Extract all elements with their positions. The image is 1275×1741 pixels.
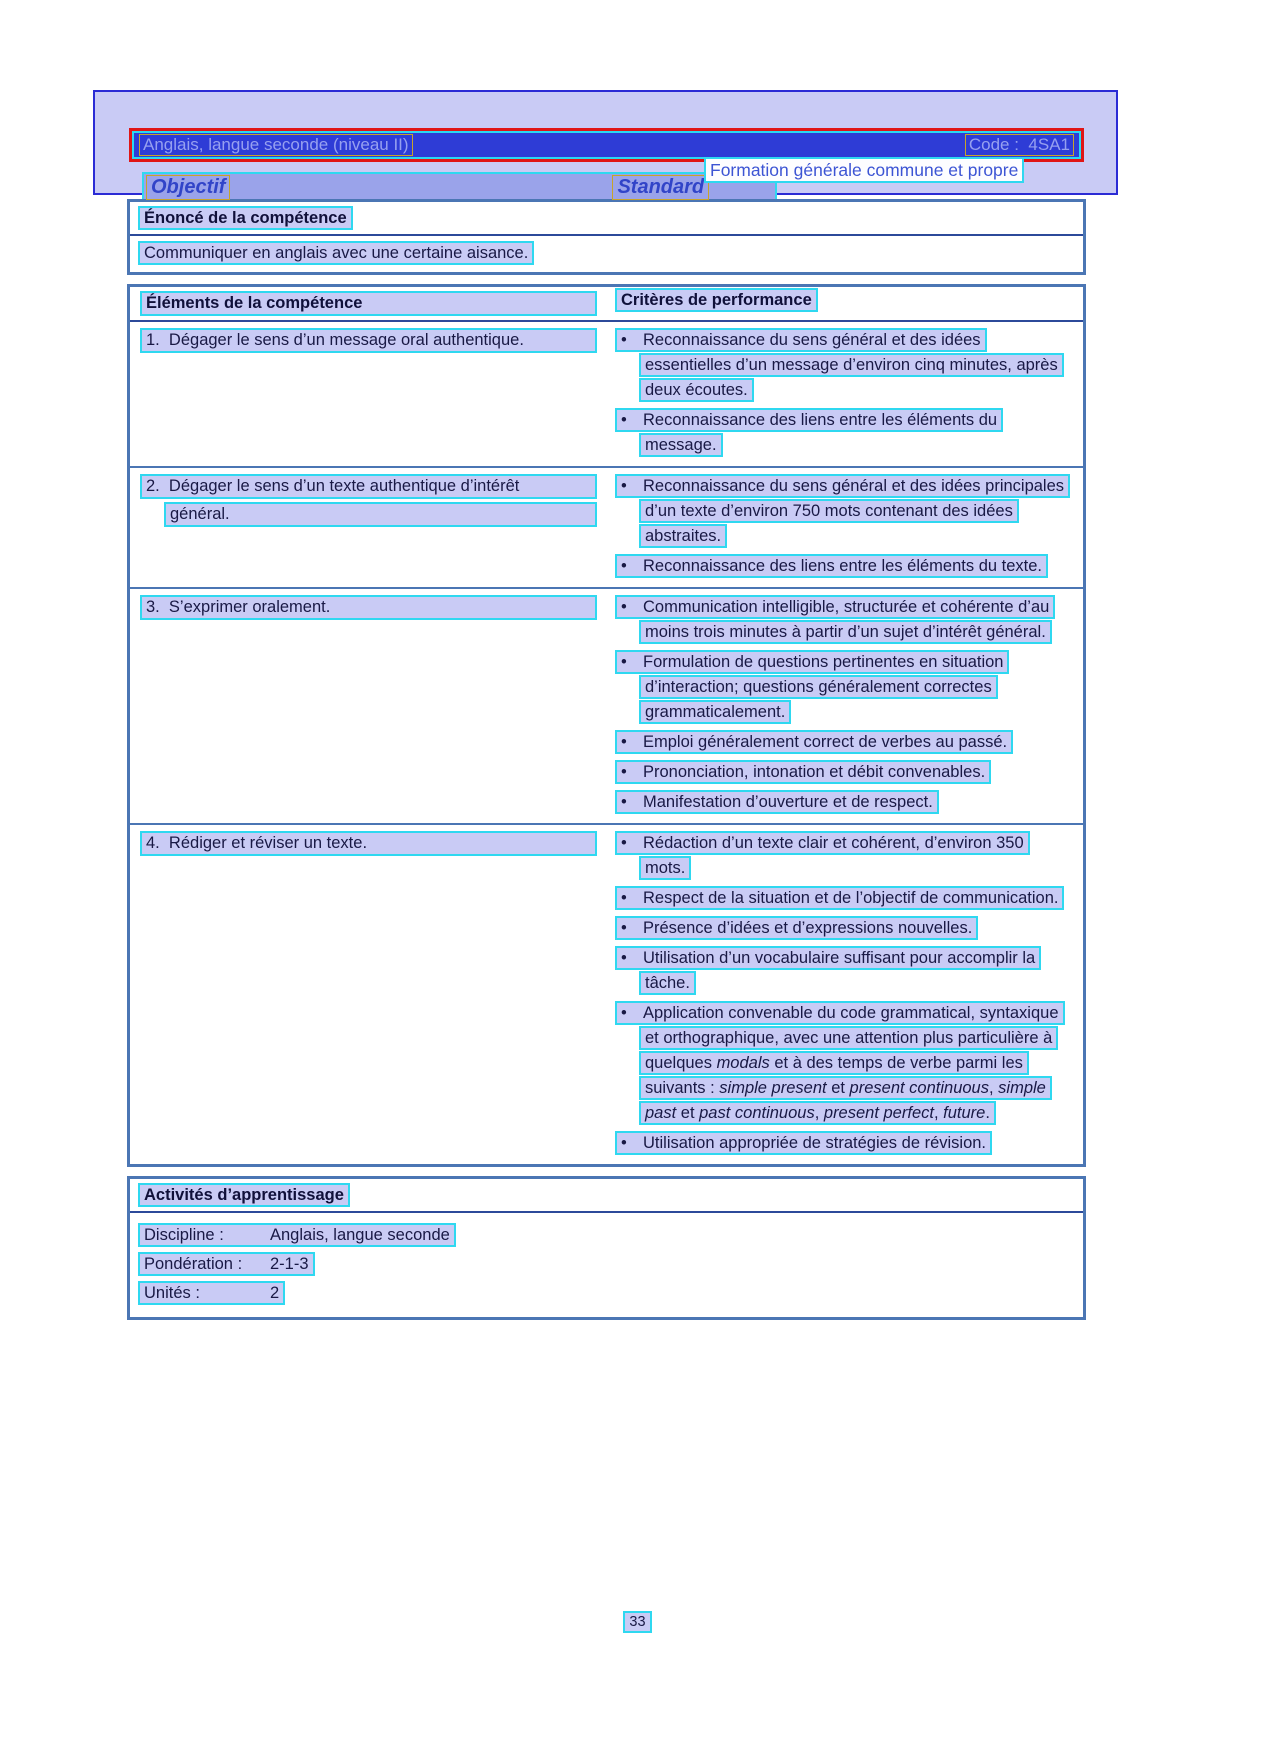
- element-text: 4. Rédiger et réviser un texte.: [140, 831, 597, 856]
- criterion: [615, 886, 1071, 911]
- course-code: Code : 4SA1: [965, 134, 1074, 156]
- course-banner-inner: [132, 131, 1081, 159]
- bullet-icon: •: [621, 653, 627, 671]
- criteres-heading: Critères de performance: [615, 288, 818, 312]
- criterion-text: Rédaction d’un texte clair et cohérent, d’environ 350 mots.: [643, 834, 1024, 877]
- activite-label: Pondération :: [144, 1255, 243, 1273]
- activite-row: [138, 1223, 1075, 1247]
- criteria-cell: [607, 589, 1083, 823]
- element-text: 1. Dégager le sens d’un message oral authentique.: [140, 328, 597, 353]
- criterion-text: Utilisation d’un vocabulaire suffisant pour accomplir la tâche.: [643, 949, 1036, 992]
- criterion-text: Respect de la situation et de l’objectif de communication.: [643, 889, 1059, 907]
- element-cell: [130, 468, 607, 587]
- element-text: 3. S’exprimer oralement.: [140, 595, 597, 620]
- criterion: [615, 916, 1071, 941]
- criterion: [615, 730, 1071, 755]
- bullet-icon: •: [621, 598, 627, 616]
- table-row: [130, 322, 1083, 466]
- elements-heading: Éléments de la compétence: [140, 291, 597, 316]
- criterion: [615, 760, 1071, 785]
- enonce-table: [127, 199, 1086, 275]
- elements-table: [127, 284, 1086, 1167]
- elements-table-header: [130, 287, 1083, 322]
- bullet-icon: •: [621, 949, 627, 967]
- enonce-heading: Énoncé de la compétence: [138, 206, 353, 230]
- criterion: [615, 946, 1071, 996]
- standard-label: Standard: [612, 175, 709, 200]
- criterion: [615, 650, 1071, 725]
- activite-label: Unités :: [144, 1284, 200, 1302]
- running-header-text: Formation générale commune et propre: [704, 157, 1024, 183]
- criterion-text: Reconnaissance des liens entre les éléments du texte.: [643, 557, 1042, 575]
- bullet-icon: •: [621, 331, 627, 349]
- enonce-heading-row: [130, 202, 1083, 236]
- criterion-text: Présence d’idées et d’expressions nouvelles.: [643, 919, 973, 937]
- bullet-icon: •: [621, 1004, 627, 1022]
- activites-heading: Activités d’apprentissage: [138, 1183, 350, 1207]
- activite-label: Discipline :: [144, 1226, 224, 1244]
- activites-heading-row: [130, 1179, 1083, 1213]
- criteria-cell: [607, 468, 1083, 587]
- bullet-icon: •: [621, 1134, 627, 1152]
- criterion-text: Application convenable du code grammatical, syntaxique et orthographique, avec une attention plus particulière à quelques modals et à des temps de verbe parmi les suivants : simple present et present continuous, simple past et past continuous, present perfect, future.: [643, 1004, 1059, 1122]
- course-title: Anglais, langue seconde (niveau II): [139, 134, 413, 156]
- criterion-text: Formulation de questions pertinentes en situation d’interaction; questions généralement correctes grammaticalement.: [643, 653, 1004, 721]
- page-number: 33: [623, 1611, 651, 1633]
- column-headers-strip: [142, 172, 777, 202]
- table-row: [130, 466, 1083, 587]
- criterion: [615, 328, 1071, 403]
- element-text: 2. Dégager le sens d’un texte authentique d’intérêt: [140, 474, 597, 499]
- bullet-icon: •: [621, 733, 627, 751]
- bullet-icon: •: [621, 477, 627, 495]
- bullet-icon: •: [621, 919, 627, 937]
- criterion: [615, 1001, 1071, 1126]
- bullet-icon: •: [621, 763, 627, 781]
- criterion-text: Reconnaissance du sens général et des idées principales d’un texte d’environ 750 mots contenant des idées abstraites.: [643, 477, 1065, 545]
- enonce-body-row: [130, 236, 1083, 272]
- activite-value: Anglais, langue seconde: [270, 1226, 450, 1244]
- table-row: [130, 823, 1083, 1164]
- running-header: [704, 160, 1024, 181]
- criterion: [615, 831, 1071, 881]
- activite-row: [138, 1281, 1075, 1305]
- criteria-cell: [607, 825, 1083, 1164]
- element-cell: [130, 589, 607, 823]
- criterion-text: Prononciation, intonation et débit convenables.: [643, 763, 986, 781]
- page-number-row: [0, 1614, 1275, 1630]
- activites-body: [130, 1213, 1083, 1317]
- criteria-cell: [607, 322, 1083, 466]
- criterion: [615, 1131, 1071, 1156]
- criterion: [615, 408, 1071, 458]
- element-cell: [130, 825, 607, 1164]
- criteres-header-cell: [607, 287, 1083, 320]
- objectif-label: Objectif: [146, 175, 230, 200]
- criterion-text: Utilisation appropriée de stratégies de révision.: [643, 1134, 987, 1152]
- criterion-text: Reconnaissance du sens général et des idées essentielles d’un message d’environ cinq minutes, après deux écoutes.: [643, 331, 1058, 399]
- enonce-statement: Communiquer en anglais avec une certaine aisance.: [138, 241, 534, 265]
- criterion-text: Communication intelligible, structurée et cohérente d’au moins trois minutes à partir d’un sujet d’intérêt général.: [643, 598, 1050, 641]
- bullet-icon: •: [621, 889, 627, 907]
- activite-value: 2-1-3: [270, 1255, 309, 1273]
- element-text: général.: [164, 502, 597, 527]
- bullet-icon: •: [621, 834, 627, 852]
- activite-value: 2: [270, 1284, 280, 1302]
- criterion: [615, 595, 1071, 645]
- criterion-text: Emploi généralement correct de verbes au passé.: [643, 733, 1008, 751]
- criterion: [615, 474, 1071, 549]
- bullet-icon: •: [621, 557, 627, 575]
- bullet-icon: •: [621, 793, 627, 811]
- document-page: [0, 90, 1275, 1741]
- activites-table: [127, 1176, 1086, 1320]
- activite-row: [138, 1252, 1075, 1276]
- element-cell: [130, 322, 607, 466]
- criterion: [615, 554, 1071, 579]
- bullet-icon: •: [621, 411, 627, 429]
- criterion: [615, 790, 1071, 815]
- criterion-text: Manifestation d’ouverture et de respect.: [643, 793, 933, 811]
- criterion-text: Reconnaissance des liens entre les éléments du message.: [643, 411, 998, 454]
- elements-header-cell: [130, 287, 607, 320]
- table-row: [130, 587, 1083, 823]
